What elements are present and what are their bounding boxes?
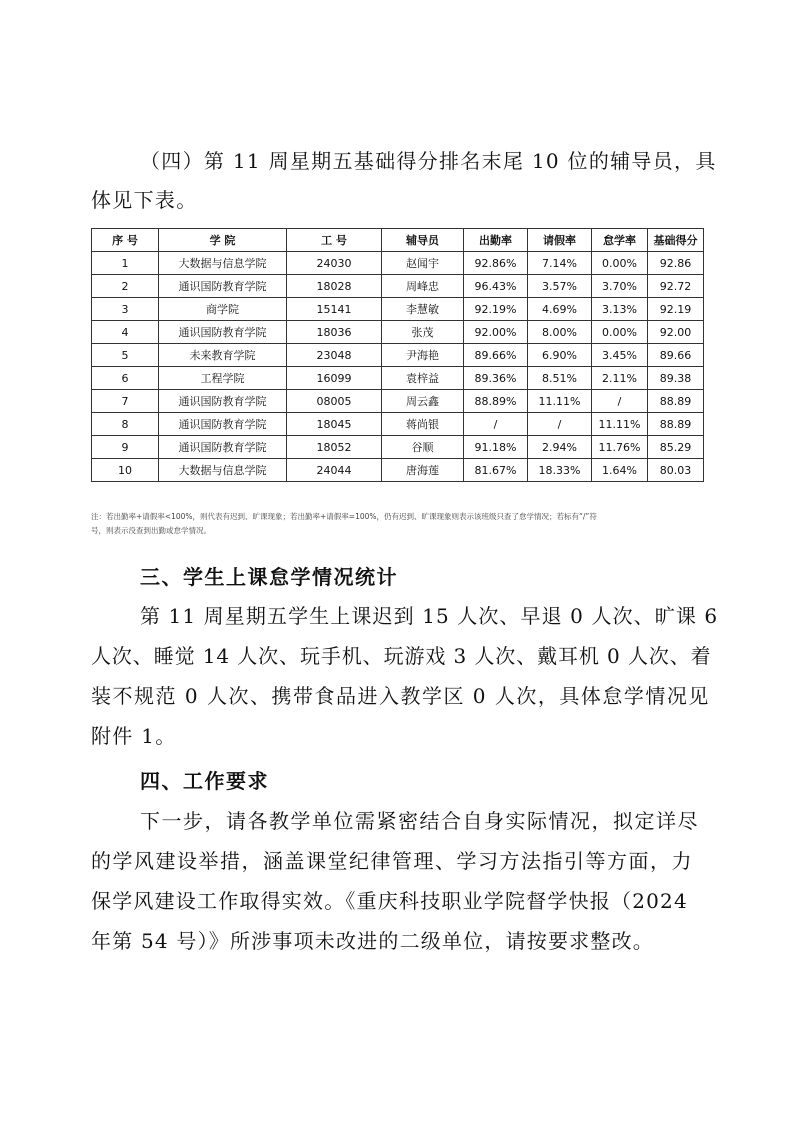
cell-attendance-rate: 88.89% [464,390,528,413]
cell-staff-id: 18045 [287,413,382,436]
table-row [92,367,704,390]
cell-base-score: 92.19 [648,298,704,321]
cell-leave-rate: 8.51% [528,367,592,390]
section-4-heading: 四、工作要求 [140,769,269,793]
cell-counselor: 唐海莲 [382,459,464,482]
cell-counselor: 袁梓益 [382,367,464,390]
cell-counselor: 周峰忠 [382,275,464,298]
cell-idle-rate: 0.00% [592,321,648,344]
cell-college: 未来教育学院 [159,344,287,367]
intro-line-2: 体见下表。 [91,188,198,212]
cell-attendance-rate: 89.66% [464,344,528,367]
cell-attendance-rate: 89.36% [464,367,528,390]
cell-base-score: 92.00 [648,321,704,344]
cell-idle-rate: 11.11% [592,413,648,436]
cell-college: 大数据与信息学院 [159,252,287,275]
section-4-line-2: 的学风建设举措，涵盖课堂纪律管理、学习方法指引等方面，力 [91,849,693,873]
cell-counselor: 周云鑫 [382,390,464,413]
cell-index: 10 [92,459,159,482]
header-college: 学 院 [159,229,287,252]
table-row [92,344,704,367]
table-header-row [92,229,704,252]
section-3-line-2: 人次、睡觉 14 人次、玩手机、玩游戏 3 人次、戴耳机 0 人次、着 [91,644,712,668]
cell-staff-id: 18028 [287,275,382,298]
cell-base-score: 89.66 [648,344,704,367]
cell-attendance-rate: 92.19% [464,298,528,321]
cell-attendance-rate: 91.18% [464,436,528,459]
cell-attendance-rate: 81.67% [464,459,528,482]
section-4-line-4: 年第 54 号）》所涉事项未改进的二级单位，请按要求整改。 [91,929,654,953]
table-row [92,321,704,344]
cell-index: 8 [92,413,159,436]
cell-leave-rate: 4.69% [528,298,592,321]
cell-college: 通识国防教育学院 [159,413,287,436]
table-row [92,275,704,298]
table-row [92,252,704,275]
cell-counselor: 谷顺 [382,436,464,459]
ranking-table [91,228,704,482]
cell-idle-rate: 3.13% [592,298,648,321]
intro-line-1: （四）第 11 周星期五基础得分排名末尾 10 位的辅导员，具 [140,149,717,173]
cell-idle-rate: 1.64% [592,459,648,482]
cell-index: 1 [92,252,159,275]
cell-idle-rate: 11.76% [592,436,648,459]
table-row [92,390,704,413]
cell-attendance-rate: / [464,413,528,436]
cell-idle-rate: 2.11% [592,367,648,390]
cell-index: 6 [92,367,159,390]
cell-leave-rate: / [528,413,592,436]
header-attendance-rate: 出勤率 [464,229,528,252]
cell-staff-id: 18052 [287,436,382,459]
header-staff-id: 工 号 [287,229,382,252]
header-counselor: 辅导员 [382,229,464,252]
cell-base-score: 85.29 [648,436,704,459]
cell-staff-id: 23048 [287,344,382,367]
table-note-line-2: 号，则表示没查到出勤或怠学情况。 [91,526,211,535]
header-leave-rate: 请假率 [528,229,592,252]
cell-base-score: 89.38 [648,367,704,390]
cell-counselor: 李慧敏 [382,298,464,321]
cell-base-score: 92.86 [648,252,704,275]
cell-index: 2 [92,275,159,298]
table-row [92,436,704,459]
cell-base-score: 88.89 [648,390,704,413]
cell-idle-rate: 0.00% [592,252,648,275]
cell-idle-rate: / [592,390,648,413]
cell-counselor: 张茂 [382,321,464,344]
header-index: 序 号 [92,229,159,252]
cell-counselor: 蒋尚银 [382,413,464,436]
cell-leave-rate: 11.11% [528,390,592,413]
cell-index: 4 [92,321,159,344]
cell-base-score: 92.72 [648,275,704,298]
cell-index: 9 [92,436,159,459]
cell-staff-id: 16099 [287,367,382,390]
section-3-heading: 三、学生上课怠学情况统计 [140,565,398,589]
cell-attendance-rate: 96.43% [464,275,528,298]
cell-index: 3 [92,298,159,321]
cell-college: 通识国防教育学院 [159,321,287,344]
table-note [91,510,706,538]
table-note-line-1: 注：若出勤率+请假率<100%，则代表有迟到、旷课现象；若出勤率+请假率=100%，仍有迟到、旷课现象则表示该班级只查了怠学情况；若标有“/”符 [91,512,597,521]
cell-staff-id: 24044 [287,459,382,482]
cell-counselor: 尹海艳 [382,344,464,367]
table-row [92,298,704,321]
cell-counselor: 赵闻宇 [382,252,464,275]
cell-leave-rate: 2.94% [528,436,592,459]
cell-attendance-rate: 92.00% [464,321,528,344]
section-3-line-4: 附件 1。 [91,724,177,748]
cell-leave-rate: 18.33% [528,459,592,482]
cell-college: 通识国防教育学院 [159,390,287,413]
section-4-line-1: 下一步，请各教学单位需紧密结合自身实际情况，拟定详尽 [140,809,699,833]
cell-staff-id: 15141 [287,298,382,321]
cell-staff-id: 08005 [287,390,382,413]
header-base-score: 基础得分 [648,229,704,252]
cell-college: 通识国防教育学院 [159,436,287,459]
table-body [92,252,704,482]
cell-base-score: 88.89 [648,413,704,436]
cell-college: 工程学院 [159,367,287,390]
section-4-line-3: 保学风建设工作取得实效。《重庆科技职业学院督学快报（2024 [91,889,688,913]
cell-index: 5 [92,344,159,367]
cell-college: 通识国防教育学院 [159,275,287,298]
table-row [92,413,704,436]
cell-staff-id: 18036 [287,321,382,344]
cell-leave-rate: 3.57% [528,275,592,298]
cell-idle-rate: 3.70% [592,275,648,298]
cell-college: 商学院 [159,298,287,321]
table-row [92,459,704,482]
header-idle-rate: 怠学率 [592,229,648,252]
cell-base-score: 80.03 [648,459,704,482]
cell-leave-rate: 6.90% [528,344,592,367]
cell-staff-id: 24030 [287,252,382,275]
cell-index: 7 [92,390,159,413]
cell-leave-rate: 8.00% [528,321,592,344]
cell-leave-rate: 7.14% [528,252,592,275]
cell-attendance-rate: 92.86% [464,252,528,275]
section-3-line-3: 装不规范 0 人次、携带食品进入教学区 0 人次，具体怠学情况见 [91,684,710,708]
cell-idle-rate: 3.45% [592,344,648,367]
cell-college: 大数据与信息学院 [159,459,287,482]
section-3-line-1: 第 11 周星期五学生上课迟到 15 人次、早退 0 人次、旷课 6 [140,604,719,628]
